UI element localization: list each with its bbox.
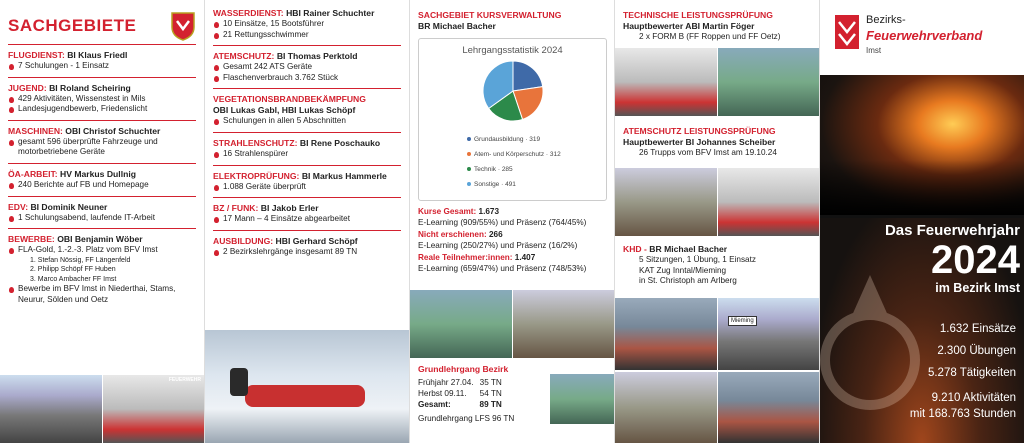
block-atemschutz-lp: ATEMSCHUTZ LEISTUNGSPRÜFUNG Hauptbewerter BI Johannes Scheiber 26 Trupps vom BFV Imst am 19.10.24 bbox=[623, 126, 777, 157]
block-jugend: JUGEND: BI Roland Scheiring 429 Aktivitäten, Wissenstest in Mils Landesjugendbewerb, Friedenslicht bbox=[0, 83, 204, 115]
cover-subtitle: im Bezirk Imst bbox=[935, 281, 1020, 295]
photo-ice-rescue bbox=[205, 330, 410, 443]
chart-card bbox=[418, 38, 607, 201]
list-item: 1 Schulungsabend, laufende IT-Arbeit bbox=[8, 213, 196, 224]
photo-trucks bbox=[615, 48, 717, 116]
column-sachgebiete bbox=[0, 0, 205, 443]
chart-legend bbox=[419, 132, 606, 192]
legend-swatch bbox=[467, 152, 471, 156]
block-vegetationsbrand: VEGETATIONSBRANDBEKÄMPFUNG OBI Lukas Gabl, HBI Lukas Schöpf Schulungen in allen 5 Abschnitten bbox=[205, 94, 409, 127]
logo-emblem-icon bbox=[834, 14, 860, 50]
photo-lineup-2 bbox=[513, 290, 615, 358]
photo-ceremony bbox=[615, 298, 717, 370]
cover-stats: 1.632 Einsätze 2.300 Übungen 5.278 Tätigkeiten 9.210 Aktivitäten mit 168.763 Stunden bbox=[909, 323, 1016, 420]
block-ausbildung: AUSBILDUNG: HBI Gerhard Schöpf 2 Bezirkslehrgänge insgesamt 89 TN bbox=[205, 236, 409, 258]
block-wasserdienst: WASSERDIENST: HBI Rainer Schuchter 10 Einsätze, 15 Bootsführer 21 Rettungsschwimmer bbox=[205, 8, 409, 40]
pie-slice-grundausbildung bbox=[513, 61, 543, 91]
column-leistungspruefung bbox=[615, 0, 820, 443]
block-technische: TECHNISCHE LEISTUNGSPRÜFUNG Hauptbewerter ABI Martin Föger 2 x FORM B (FF Roppen und FF Oetz) bbox=[623, 10, 781, 41]
list-item: 240 Berichte auf FB und Homepage bbox=[8, 180, 196, 191]
block-maschinen: MASCHINEN: OBI Christof Schuchter gesamt 596 überprüfte Fahrzeuge und motorbetriebene Geräte bbox=[0, 126, 204, 158]
photo-atemschutz-2 bbox=[718, 168, 820, 236]
photo-bewerb: FEUERWEHR bbox=[103, 375, 205, 443]
photo-atemschutz-1 bbox=[615, 168, 717, 236]
photo-lineup-1 bbox=[410, 290, 512, 358]
photo-night bbox=[718, 372, 820, 443]
kurs-heading: SACHGEBIET KURSVERWALTUNG bbox=[418, 10, 562, 20]
list-item: gesamt 596 überprüfte Fahrzeuge und motorbetriebene Geräte bbox=[8, 137, 196, 158]
list-item: 7 Schulungen - 1 Einsatz bbox=[8, 61, 196, 72]
block-flugdienst: FLUGDIENST: BI Klaus Friedl 7 Schulungen - 1 Einsatz bbox=[0, 50, 204, 72]
photo-tunnel bbox=[615, 372, 717, 443]
column-kursverwaltung bbox=[410, 0, 615, 443]
legend-label: Atem- und Körperschutz · 312 bbox=[474, 151, 561, 158]
legend-swatch bbox=[467, 182, 471, 186]
block-khd: KHD - BR Michael Bacher 5 Sitzungen, 1 Übung, 1 Einsatz KAT Zug Inntal/Mieming in St. Christoph am Arlberg bbox=[623, 244, 756, 285]
photo-team bbox=[718, 48, 820, 116]
block-funk: BZ / FUNK: BI Jakob Erler 17 Mann – 4 Einsätze abgearbeitet bbox=[205, 203, 409, 225]
list-item: Bewerbe im BFV Imst in Niederthai, Stams, Neurur, Sölden und Oetz bbox=[8, 284, 196, 305]
photo-mieming: Mieming bbox=[718, 298, 820, 370]
photo-grundlehrgang bbox=[550, 374, 615, 424]
legend-item bbox=[467, 162, 606, 177]
list-item: FLA-Gold, 1.-2.-3. Platz vom BFV Imst bbox=[8, 245, 196, 256]
pie-chart bbox=[419, 58, 608, 124]
kurs-name: BR Michael Bacher bbox=[418, 21, 496, 31]
logo-area: Bezirks- Feuerwehrverband Imst bbox=[820, 0, 1024, 75]
photo-group bbox=[0, 375, 102, 443]
block-elektropruefung: ELEKTROPRÜFUNG: BI Markus Hammerle 1.088 Geräte überprüft bbox=[205, 171, 409, 193]
section-title: SACHGEBIETE bbox=[8, 16, 137, 35]
list-item: 429 Aktivitäten, Wissenstest in Mils bbox=[8, 94, 196, 105]
cover-year: 2024 bbox=[931, 238, 1020, 282]
legend-swatch bbox=[467, 167, 471, 171]
chart-title: Lehrgangsstatistik 2024 bbox=[462, 45, 563, 56]
block-atemschutz: ATEMSCHUTZ: BI Thomas Perktold Gesamt 242 ATS Geräte Flaschenverbrauch 3.762 Stück bbox=[205, 51, 409, 83]
legend-label: Grundausbildung · 319 bbox=[474, 136, 541, 143]
crest-icon bbox=[170, 11, 196, 41]
block-bewerbe: BEWERBE: OBI Benjamin Wöber FLA-Gold, 1.-2.-3. Platz vom BFV Imst 1. Stefan Nössig, FF Längenfeld 2. Philipp Schöpf FF Huben 3. Marco Ambacher FF Imst Bewerbe im BFV Imst in Niederthai, Stams, Neurur, Sölden und Oetz bbox=[0, 234, 204, 305]
block-strahlenschutz: STRAHLENSCHUTZ: BI Rene Poschauko 16 Strahlenspürer bbox=[205, 138, 409, 160]
legend-item bbox=[467, 177, 606, 192]
legend-item bbox=[467, 132, 606, 147]
legend-swatch bbox=[467, 137, 471, 141]
column-sachgebiete-2 bbox=[205, 0, 410, 443]
legend-item bbox=[467, 147, 606, 162]
legend-label: Sonstige · 491 bbox=[474, 181, 516, 188]
kurs-stats: Kurse Gesamt: 1.673 E-Learning (909/55%) und Präsenz (764/45%) Nicht erschienen: 266 E-Learning (250/27%) und Präsenz (16/2%) Reale Teilnehmer:innen: 1.407 E-Learning (659/47%) und Präsenz (748/53%) bbox=[418, 207, 587, 273]
photo-fire bbox=[820, 75, 1024, 215]
block-oea-arbeit: ÖA-ARBEIT: HV Markus Dullnig 240 Berichte auf FB und Homepage bbox=[0, 169, 204, 191]
block-edv: EDV: BI Dominik Neuner 1 Schulungsabend, laufende IT-Arbeit bbox=[0, 202, 204, 224]
list-item: Landesjugendbewerb, Friedenslicht bbox=[8, 104, 196, 115]
grundlehrgang-box: Grundlehrgang Bezirk Frühjahr 27.04. 35 TN Herbst 09.11. 54 TN Gesamt: 89 TN Grundlehrgang LFS 96 TN bbox=[418, 364, 515, 423]
column-cover bbox=[820, 0, 1024, 443]
cover-title: Das Feuerwehrjahr bbox=[884, 222, 1020, 239]
legend-label: Technik · 285 bbox=[474, 166, 513, 173]
